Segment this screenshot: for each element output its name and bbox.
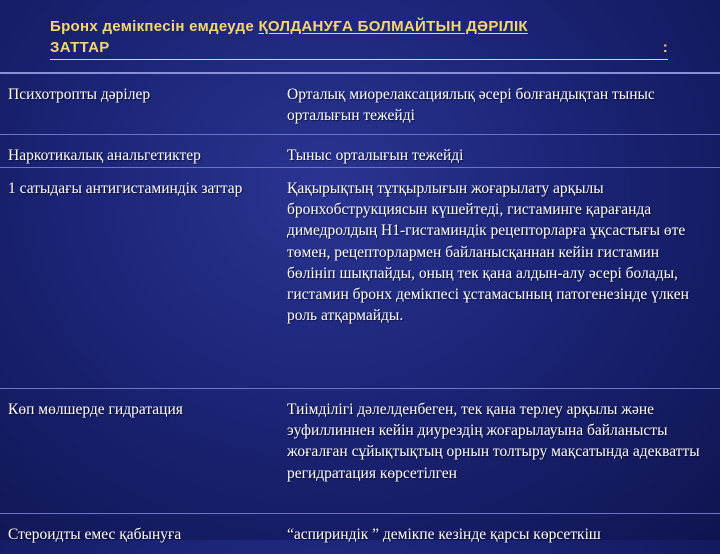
reason-cell: Тиімділігі дәлелденбеген, тек қана терлеу арқылы және эуфиллиннен кейін диурездің жоғарылауына байланысты жоғалған сұйықтықтың орнын толтыру мақсатында адекватты регидратация көрсетілген <box>287 401 700 482</box>
reason-cell: “аспириндік ” демікпе кезінде қарсы көрсеткіш <box>287 526 601 543</box>
slide-title <box>50 16 670 60</box>
title-colon: : <box>662 39 668 56</box>
reason-cell: Орталық миорелаксациялық әсері болғандықтан тыныс орталығын тежейді <box>287 86 655 125</box>
drug-cell: Психотропты дәрілер <box>8 86 151 103</box>
title-emphasis: ҚОЛДАНУҒА БОЛМАЙТЫН ДӘРІЛІК <box>258 18 528 35</box>
table-row <box>0 388 720 513</box>
table-row <box>0 167 720 388</box>
reason-cell: Тыныс орталығын тежейді <box>287 147 464 164</box>
title-emphasis-continued: ЗАТТАР <box>50 39 110 56</box>
table-row <box>0 134 720 167</box>
title-prefix: Бронх демікпесін емдеуде <box>50 18 254 35</box>
contraindicated-drugs-table <box>0 72 720 554</box>
drug-cell: 1 сатыдағы антигистаминдік заттар <box>8 180 243 197</box>
table-row <box>0 72 720 134</box>
drug-cell: Стероидты емес қабынуға <box>8 526 182 543</box>
drug-cell: Көп мөлшерде гидратация <box>8 401 183 418</box>
title-second-line <box>50 37 668 60</box>
reason-cell: Қақырықтың тұтқырлығын жоғарылату арқылы бронхобструкциясын күшейтеді, гистаминге қарағанда димедролдың Н1-гистаминдік рецепторларға ұқсастығы өте төмен, рецепторлармен байланысқаннан кейін гистамин бөлініп шықпайды, оның тек қана алдын-алу әсері болады, гистамин бронх демікпесі ұстамасының патогенезінде үлкен роль атқармайды. <box>287 180 689 325</box>
table-row <box>0 513 720 554</box>
drug-cell: Наркотикалық анальгетиктер <box>8 147 201 164</box>
